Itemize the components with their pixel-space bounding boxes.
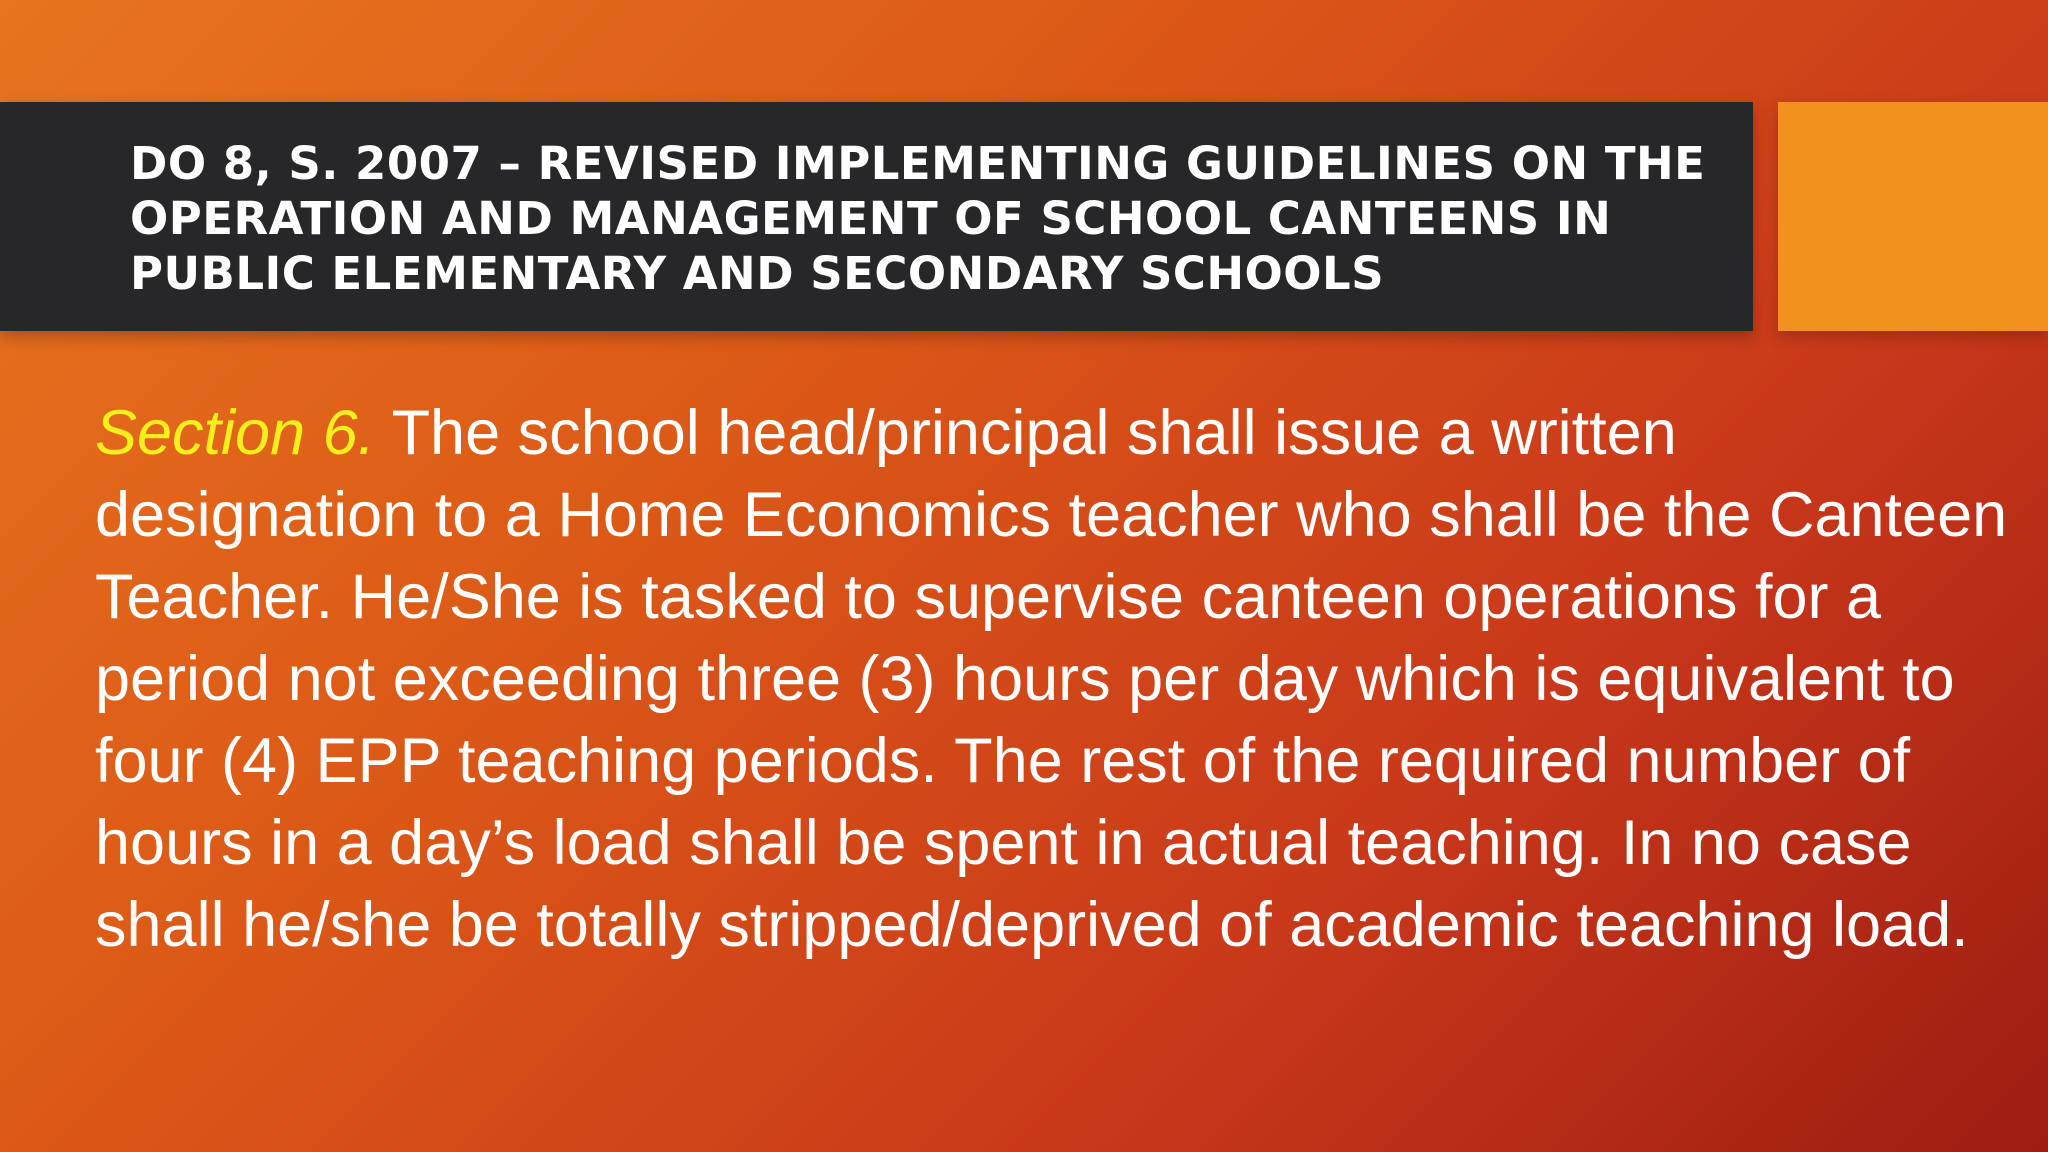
slide-title: DO 8, S. 2007 – REVISED IMPLEMENTING GUIDELINES ON THE OPERATION AND MANAGEMENT OF SCHOOL CANTEENS IN PUBLIC ELEMENTARY AND SECONDARY SCHOOLS: [130, 137, 1706, 300]
slide-body: [95, 392, 2015, 966]
section-label: Section 6.: [95, 398, 376, 468]
accent-box: [1778, 102, 2048, 331]
body-text: The school head/principal shall issue a written designation to a Home Economics teacher who shall be the Canteen Teacher. He/She is tasked to supervise canteen operations for a period not exceeding three (3) hours per day which is equivalent to four (4) EPP teaching periods. The rest of the required number of hours in a day’s load shall be spent in actual teaching. In no case shall he/she be totally stripped/deprived of academic teaching load.: [95, 398, 2008, 960]
title-bar: [0, 102, 1753, 331]
